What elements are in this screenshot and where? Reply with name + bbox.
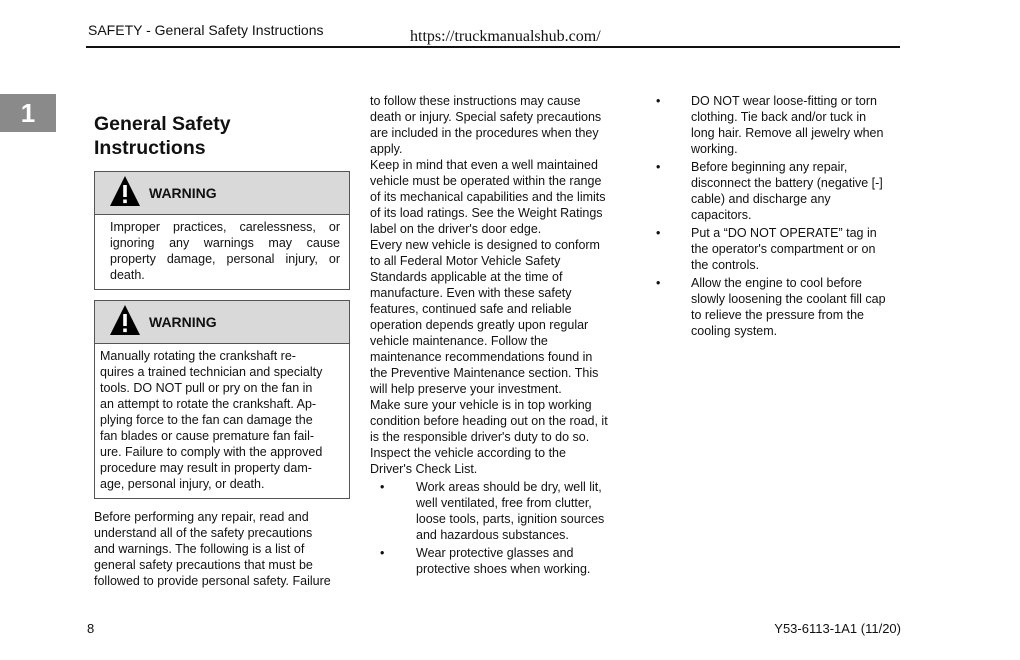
list-item xyxy=(656,275,904,339)
list-item xyxy=(656,225,904,273)
document-code: Y53-6113-1A1 (11/20) xyxy=(774,621,901,636)
paragraph: Keep in mind that even a well maintained vehicle must be operated within the range of its mechanical capabilities and the limits of its load ratings. See the Weight Ratings label on the driver's door edge. xyxy=(370,158,606,236)
list-item xyxy=(370,545,628,577)
bullet-icon: • xyxy=(656,276,661,290)
warning-label: WARNING xyxy=(149,314,217,330)
page-number: 8 xyxy=(87,621,95,636)
intro-paragraph: Before performing any repair, read and understand all of the safety precautions and warnings. The following is a list of general safety precautions that must be followed to provide personal safety. Failure xyxy=(94,510,331,588)
bullet-icon: • xyxy=(380,546,385,560)
bullet-icon: • xyxy=(656,160,661,174)
column-1 xyxy=(94,112,350,589)
header-rule xyxy=(86,46,900,48)
paragraph: to follow these instructions may cause death or injury. Special safety precautions are included in the procedures when they apply. xyxy=(370,94,602,156)
list-item xyxy=(656,93,904,157)
column-2 xyxy=(370,93,628,579)
warning-text: Manually rotating the crankshaft re- quires a trained technician and specialty tools. DO NOT pull or pry on the fan in an attempt to rotate the crankshaft. Ap- plying force to the fan can damage the fan blades or cause premature fan fail- ure. Failure to comply with the approved procedure may result in property dam- age, personal injury, or death. xyxy=(100,349,323,491)
list-item-text: DO NOT wear loose-fitting or torn clothing. Tie back and/or tuck in long hair. Remove all jewelry when working. xyxy=(691,94,884,156)
header-url[interactable]: https://truckmanualshub.com/ xyxy=(410,28,601,45)
chapter-tab xyxy=(0,94,56,132)
warning-triangle-icon xyxy=(109,175,141,211)
warning-text: Improper practices, carelessness, or ignoring any warnings may cause property damage, personal injury, or death. xyxy=(110,220,340,282)
list-item-text: Before beginning any repair, disconnect the battery (negative [-] cable) and discharge any capacitors. xyxy=(691,160,883,222)
list-item-text: Put a “DO NOT OPERATE” tag in the operator's compartment or on the controls. xyxy=(691,226,877,272)
column-3 xyxy=(656,93,904,341)
list-item xyxy=(656,159,904,223)
list-item-text: Wear protective glasses and protective shoes when working. xyxy=(416,546,591,576)
header-section-title: SAFETY - General Safety Instructions xyxy=(88,22,324,38)
paragraph: Make sure your vehicle is in top working condition before heading out on the road, it is the responsible driver's duty to do so. Inspect the vehicle according to the Driver's Check List. xyxy=(370,398,608,476)
warning-label: WARNING xyxy=(149,185,217,201)
bullet-list xyxy=(656,93,904,339)
warning-header xyxy=(95,301,349,344)
warning-triangle-icon xyxy=(109,304,141,340)
chapter-number: 1 xyxy=(20,97,36,128)
bullet-icon: • xyxy=(380,480,385,494)
warning-box-2 xyxy=(94,300,350,499)
warning-box-1 xyxy=(94,171,350,290)
list-item-text: Work areas should be dry, well lit, well ventilated, free from clutter, loose tools, parts, ignition sources and hazardous substances. xyxy=(416,480,605,542)
list-item xyxy=(370,479,628,543)
page-title: General Safety Instructions xyxy=(94,113,231,159)
warning-header xyxy=(95,172,349,215)
paragraph: Every new vehicle is designed to conform to all Federal Motor Vehicle Safety Standards applicable at the time of manufacture. Even with these safety features, continued safe and reliable operation depends greatly upon regular vehicle maintenance. Follow the maintenance recommendations found in the Preventive Maintenance section. This will help preserve your investment. xyxy=(370,238,600,396)
bullet-icon: • xyxy=(656,226,661,240)
list-item-text: Allow the engine to cool before slowly loosening the coolant fill cap to relieve the pressure from the cooling system. xyxy=(691,276,886,338)
bullet-icon: • xyxy=(656,94,661,108)
bullet-list xyxy=(370,479,628,577)
